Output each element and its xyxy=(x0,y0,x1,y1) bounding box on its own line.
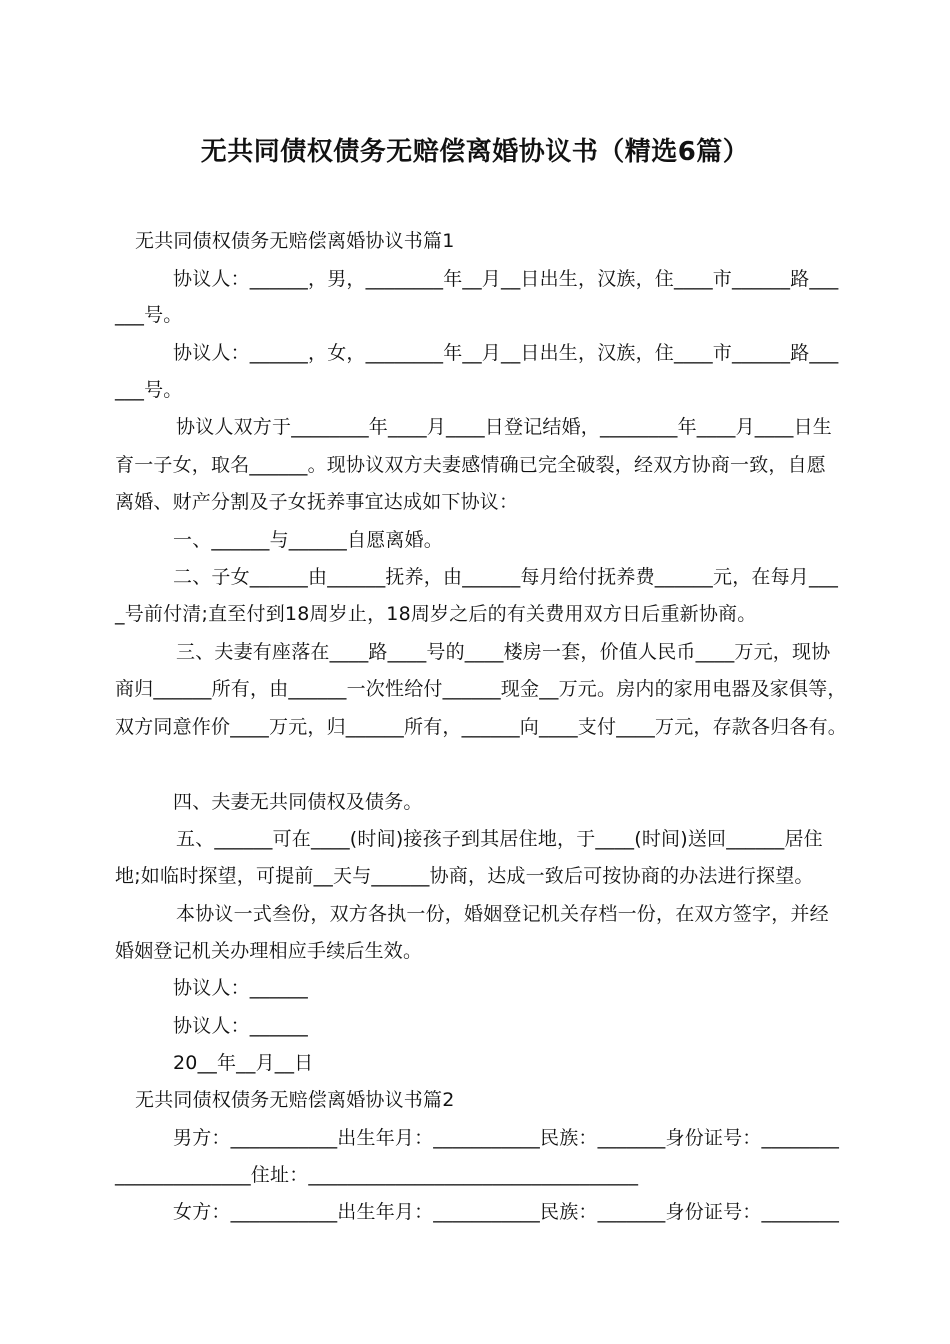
form-line: 男方：___________出生年月：___________民族：_______身份证号：________ xyxy=(173,1127,840,1149)
paragraph-line: 五、______可在____(时间)接孩子到其居住地，于____(时间)送回______居住 xyxy=(176,828,823,850)
section-heading: 无共同债权债务无赔偿离婚协议书篇1 xyxy=(135,230,455,252)
form-line: 女方：___________出生年月：___________民族：_______身份证号：________ xyxy=(173,1201,840,1223)
signature-line: 协议人：______ xyxy=(173,1015,309,1037)
paragraph-line: 二、子女______由______抚养，由______每月给付抚养费______元，在每月___ xyxy=(173,566,839,588)
section-heading: 无共同债权债务无赔偿离婚协议书篇2 xyxy=(135,1089,455,1111)
paragraph-line: 四、夫妻无共同债权及债务。 xyxy=(173,791,423,813)
paragraph-line: 育一子女，取名______。现协议双方夫妻感情确已完全破裂，经双方协商一致，自愿 xyxy=(115,454,827,476)
paragraph-line: 协议人双方于________年____月____日登记结婚，________年____月____日生 xyxy=(176,416,833,438)
paragraph-line: 协议人：______，女，________年__月__日出生，汉族，住____市______路___ xyxy=(173,342,839,364)
paragraph-line: ___号。 xyxy=(115,379,183,401)
paragraph-line: 商归______所有，由______一次性给付______现金__万元。房内的家用电器及家俱等， xyxy=(115,678,847,700)
paragraph-line: 三、夫妻有座落在____路____号的____楼房一套，价值人民币____万元，现协 xyxy=(176,641,831,663)
paragraph-line: 一、______与______自愿离婚。 xyxy=(173,529,444,551)
paragraph-line: 地;如临时探望，可提前__天与______协商，达成一致后可按协商的办法进行探望。 xyxy=(115,865,814,887)
paragraph-line: _号前付清;直至付到18周岁止，18周岁之后的有关费用双方日后重新协商。 xyxy=(115,603,757,625)
signature-line: 协议人：______ xyxy=(173,977,309,999)
date-line: 20__年__月__日 xyxy=(173,1052,314,1074)
document-title: 无共同债权债务无赔偿离婚协议书（精选6篇） xyxy=(200,137,750,167)
paragraph-line: 协议人：______，男，________年__月__日出生，汉族，住____市______路___ xyxy=(173,268,839,290)
form-line: ______________住址：__________________________________ xyxy=(115,1164,639,1186)
paragraph-line: 婚姻登记机关办理相应手续后生效。 xyxy=(115,940,423,962)
paragraph-line: 双方同意作价____万元，归______所有，______向____支付____万元，存款各归各有。 xyxy=(115,716,848,738)
paragraph-line: 离婚、财产分割及子女抚养事宜达成如下协议： xyxy=(115,491,519,513)
paragraph-line: ___号。 xyxy=(115,304,183,326)
paragraph-line: 本协议一式叁份，双方各执一份，婚姻登记机关存档一份，在双方签字，并经 xyxy=(176,903,829,925)
